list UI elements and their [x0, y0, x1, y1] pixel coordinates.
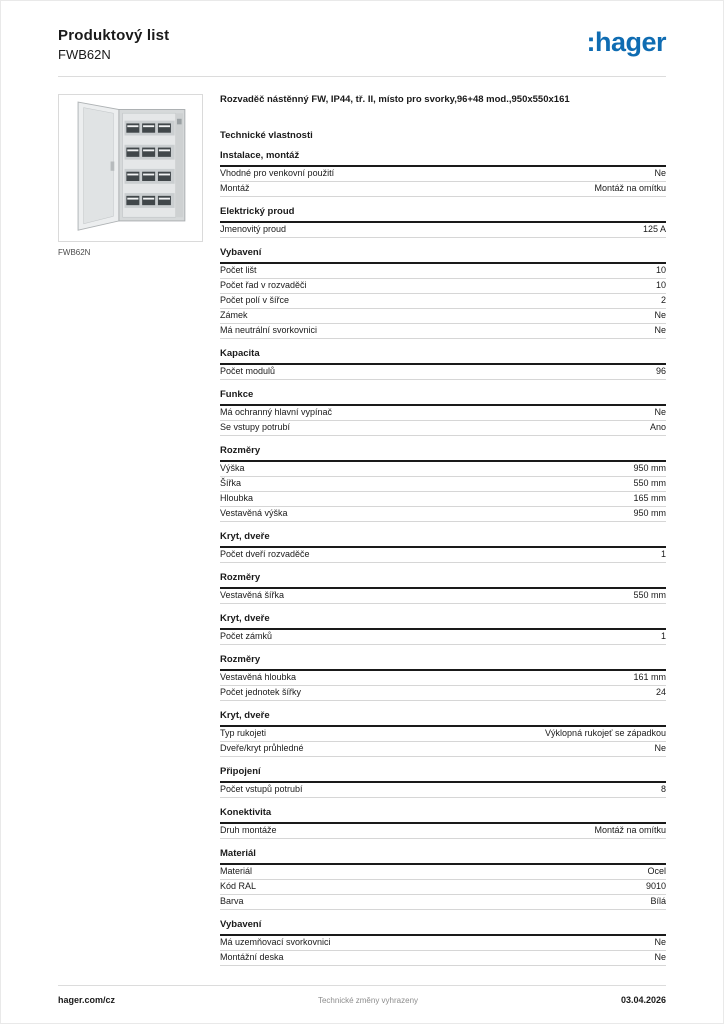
- spec-section: [220, 654, 666, 701]
- spec-row: [220, 865, 666, 880]
- spec-label: Montáž: [220, 183, 250, 194]
- cabinet-illustration: [66, 98, 196, 238]
- spec-row: [220, 492, 666, 507]
- spec-value: 1: [660, 631, 666, 642]
- spec-value: Ocel: [647, 866, 666, 877]
- spec-label: Počet jednotek šířky: [220, 687, 302, 698]
- spec-label: Dveře/kryt průhledné: [220, 743, 304, 754]
- section-rows: [220, 548, 666, 563]
- section-heading: Funkce: [220, 389, 666, 406]
- spec-row: [220, 167, 666, 182]
- spec-value: Ne: [654, 310, 666, 321]
- spec-value: Ne: [654, 407, 666, 418]
- spec-section: [220, 206, 666, 238]
- spec-label: Má neutrální svorkovnici: [220, 325, 318, 336]
- spec-row: [220, 406, 666, 421]
- spec-row: [220, 895, 666, 910]
- header-divider: [58, 76, 666, 77]
- spec-value: 550 mm: [633, 478, 666, 489]
- spec-value: Montáž na omítku: [594, 183, 666, 194]
- image-column: [58, 94, 203, 257]
- spec-row: [220, 783, 666, 798]
- spec-label: Počet zámků: [220, 631, 273, 642]
- spec-row: [220, 727, 666, 742]
- spec-value: 125 A: [642, 224, 666, 235]
- spec-label: Kód RAL: [220, 881, 257, 892]
- section-heading: Vybavení: [220, 247, 666, 264]
- doc-type-title: Produktový list: [58, 27, 170, 44]
- spec-section: [220, 150, 666, 197]
- section-heading: Rozměry: [220, 572, 666, 589]
- section-rows: [220, 936, 666, 966]
- spec-label: Vhodné pro venkovní použití: [220, 168, 335, 179]
- spec-label: Zámek: [220, 310, 248, 321]
- spec-value: 950 mm: [633, 508, 666, 519]
- spec-label: Vestavěná hloubka: [220, 672, 297, 683]
- spec-label: Barva: [220, 896, 244, 907]
- section-heading: Materiál: [220, 848, 666, 865]
- spec-value: 24: [655, 687, 666, 698]
- spec-value: 8: [660, 784, 666, 795]
- section-heading: Kryt, dveře: [220, 531, 666, 548]
- spec-label: Počet řad v rozvaděči: [220, 280, 307, 291]
- spec-label: Hloubka: [220, 493, 254, 504]
- section-rows: [220, 824, 666, 839]
- spec-value: Bílá: [650, 896, 666, 907]
- spec-value: Ne: [654, 168, 666, 179]
- section-rows: [220, 671, 666, 701]
- spec-section: [220, 247, 666, 339]
- spec-value: 9010: [645, 881, 666, 892]
- spec-value: Montáž na omítku: [594, 825, 666, 836]
- spec-value: 10: [655, 265, 666, 276]
- section-rows: [220, 589, 666, 604]
- product-title: Rozvaděč nástěnný FW, IP44, tř. II, místo pro svorky,96+48 mod.,950x550x161: [220, 94, 570, 105]
- spec-label: Počet dveří rozvaděče: [220, 549, 310, 560]
- spec-section: [220, 766, 666, 798]
- spec-row: [220, 223, 666, 238]
- section-heading: Vybavení: [220, 919, 666, 936]
- section-rows: [220, 406, 666, 436]
- spec-value: 550 mm: [633, 590, 666, 601]
- spec-label: Druh montáže: [220, 825, 277, 836]
- spec-value: 165 mm: [633, 493, 666, 504]
- spec-row: [220, 589, 666, 604]
- main-content: [1, 94, 723, 966]
- section-heading: Rozměry: [220, 445, 666, 462]
- spec-value: Ne: [654, 937, 666, 948]
- section-rows: [220, 167, 666, 197]
- footer-date: 03.04.2026: [620, 995, 666, 1005]
- section-rows: [220, 630, 666, 645]
- spec-row: [220, 951, 666, 966]
- spec-value: Výklopná rukojeť se západkou: [545, 728, 666, 739]
- spec-sections: [220, 150, 666, 966]
- spec-value: 950 mm: [633, 463, 666, 474]
- spec-row: [220, 294, 666, 309]
- header-titles: [58, 27, 169, 62]
- tech-properties-heading: Technické vlastnosti: [220, 129, 313, 141]
- spec-section: [220, 807, 666, 839]
- section-heading: Konektivita: [220, 807, 666, 824]
- spec-label: Počet vstupů potrubí: [220, 784, 303, 795]
- spec-label: Výška: [220, 463, 245, 474]
- spec-value: Ne: [654, 743, 666, 754]
- spec-label: Šířka: [220, 478, 242, 489]
- spec-row: [220, 880, 666, 895]
- spec-label: Montážní deska: [220, 952, 284, 963]
- spec-row: [220, 630, 666, 645]
- page-footer: [58, 985, 666, 1005]
- spec-label: Se vstupy potrubí: [220, 422, 291, 433]
- spec-row: [220, 264, 666, 279]
- spec-row: [220, 279, 666, 294]
- hager-logo: :hager: [586, 27, 666, 57]
- spec-label: Vestavěná výška: [220, 508, 288, 519]
- page-header: [1, 1, 723, 62]
- section-rows: [220, 223, 666, 238]
- section-heading: Elektrický proud: [220, 206, 666, 223]
- image-caption: FWB62N: [58, 248, 91, 257]
- spec-row: [220, 182, 666, 197]
- spec-row: [220, 421, 666, 436]
- footer-disclaimer: Technické změny vyhrazeny: [317, 996, 419, 1005]
- section-rows: [220, 727, 666, 757]
- section-rows: [220, 264, 666, 339]
- product-image: [58, 94, 203, 242]
- section-heading: Kryt, dveře: [220, 613, 666, 630]
- spec-row: [220, 824, 666, 839]
- spec-section: [220, 710, 666, 757]
- spec-value: 96: [655, 366, 666, 377]
- spec-value: 161 mm: [633, 672, 666, 683]
- section-heading: Kapacita: [220, 348, 666, 365]
- spec-section: [220, 389, 666, 436]
- spec-section: [220, 919, 666, 966]
- spec-value: 10: [655, 280, 666, 291]
- spec-row: [220, 671, 666, 686]
- spec-row: [220, 365, 666, 380]
- footer-website-link[interactable]: hager.com/cz: [58, 995, 116, 1005]
- spec-row: [220, 462, 666, 477]
- spec-label: Jmenovitý proud: [220, 224, 287, 235]
- spec-section: [220, 572, 666, 604]
- section-heading: Připojení: [220, 766, 666, 783]
- spec-section: [220, 613, 666, 645]
- spec-label: Počet lišt: [220, 265, 257, 276]
- section-rows: [220, 462, 666, 522]
- spec-label: Má uzemňovací svorkovnici: [220, 937, 331, 948]
- spec-section: [220, 348, 666, 380]
- spec-row: [220, 324, 666, 339]
- spec-row: [220, 507, 666, 522]
- section-rows: [220, 365, 666, 380]
- spec-row: [220, 548, 666, 563]
- section-heading: Instalace, montáž: [220, 150, 666, 167]
- spec-label: Typ rukojeti: [220, 728, 267, 739]
- spec-label: Počet modulů: [220, 366, 276, 377]
- spec-label: Má ochranný hlavní vypínač: [220, 407, 333, 418]
- spec-row: [220, 742, 666, 757]
- section-heading: Rozměry: [220, 654, 666, 671]
- spec-section: [220, 531, 666, 563]
- spec-column: [220, 94, 666, 966]
- spec-label: Materiál: [220, 866, 253, 877]
- section-heading: Kryt, dveře: [220, 710, 666, 727]
- product-code: FWB62N: [58, 47, 111, 62]
- spec-label: Vestavěná šířka: [220, 590, 285, 601]
- spec-value: 2: [660, 295, 666, 306]
- spec-value: Ne: [654, 325, 666, 336]
- spec-value: 1: [660, 549, 666, 560]
- spec-value: Ano: [649, 422, 666, 433]
- spec-row: [220, 686, 666, 701]
- spec-section: [220, 445, 666, 522]
- spec-section: [220, 848, 666, 910]
- section-rows: [220, 865, 666, 910]
- spec-label: Počet polí v šířce: [220, 295, 290, 306]
- spec-row: [220, 309, 666, 324]
- spec-row: [220, 477, 666, 492]
- spec-row: [220, 936, 666, 951]
- spec-value: Ne: [654, 952, 666, 963]
- section-rows: [220, 783, 666, 798]
